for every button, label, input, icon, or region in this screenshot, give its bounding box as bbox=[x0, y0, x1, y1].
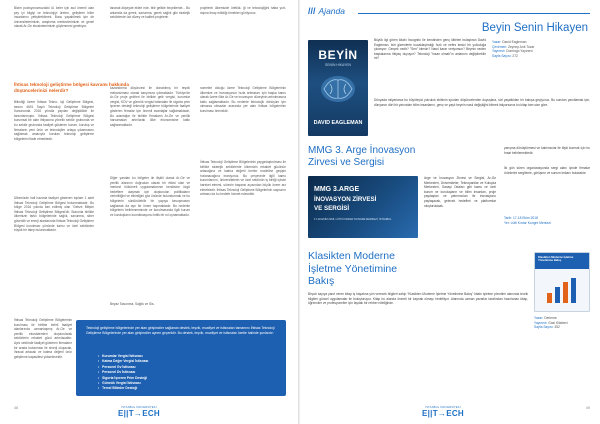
body-column-3: nomeleri olduğu üzere Teknoloji Geliştirme Bölgelerinin ülkemize ve inovasyonun hızla artmasını için başka kamu olarak üzere ülke Ar-Ge ve inovasyon düzeyinin artırılmasına katkı sağlamaktadır. Bu nedenle teknolojik dönüşüm için olmazsa olmazlar arasında yer alan ihtisas bölgelerinin kurulması önemlidir. bbox=[200, 86, 286, 113]
incentives-box bbox=[76, 320, 286, 396]
body-column-1b: Ülkemizde hali hazırda faaliyet gösteren toplam 1 adet İhtisas Teknoloji Geliştirme Bölgesi bulunmaktadır. Bu bölge 2016 yılında ilan edilmiş olan 'Gebze Bilişim İhtisas Teknoloji Geliştirme Bölgesi'dir. Bununla birlikte ülkemizin farklı bölgelerinde sağlık, savunma, siber güvenlik ve enerji alanlarında İhtisas Teknoloji Geliştirme Bölgesi kurulması yönünde kamu ve özel sektörden büyük bir talep bulunmaktadır. bbox=[14, 196, 94, 233]
body-column-2c: Beyaz Savunma, Sağlık ve Sis- bbox=[110, 302, 155, 306]
event-side-1: yarışma dönüştürmesi ve katılımcılar ile ilişki kurmak için bu fırsat belirlemektedir. bbox=[504, 146, 590, 155]
chart-illustration-icon bbox=[543, 275, 583, 305]
page-number-right: 49 bbox=[586, 406, 590, 410]
event-title bbox=[308, 145, 415, 169]
book-cover bbox=[308, 40, 368, 136]
book2-cover-title: Klasikten Moderne İşletme Yönetimine Bakış bbox=[538, 255, 574, 263]
book2-title-line3: Bakış bbox=[308, 275, 335, 287]
book-body: Dünyada milyarlarca bu büyüleyici yolculuk ekibinin sporları düşüncelerden duyuşlara, sizi yaşattıkları bir bakışa geçiyoruz. Bu soruları yanıtlamak için, dünyanın dört bir yanından bilim insanlarını, genç ve yaşlı beynin nasıl değiştiğini bilmek istiyorsanız bu kitap tam size göre. bbox=[374, 98, 590, 107]
event-date: Tarih: 17-18 Ekim 2018 bbox=[504, 216, 538, 220]
top-column-1: Bizim pozisyonumuzdaki ül- keler için asıl önemli olan şey iyi bilgiyi ve teknolojiyi üreten, geliştiren bilim insanlarını yetiştirebilmek. Bunu yapabilmek için de üniversitelerimizin, araştırma merkezlerimizin ve genel olarak Ar-Ge ekosistemimizin güçlenmesi gerekiyor. bbox=[14, 6, 94, 29]
book-meta bbox=[492, 40, 592, 58]
event-venue: Yer: Lütfi Kırdar Kongre Merkezi bbox=[504, 220, 551, 225]
slash-icon: /// bbox=[308, 6, 316, 16]
logo-brand: E||T→ECH bbox=[422, 409, 464, 418]
brain-icon bbox=[318, 72, 358, 106]
event-poster bbox=[308, 176, 418, 238]
book2-cover bbox=[534, 252, 590, 312]
book2-meta bbox=[534, 316, 594, 330]
poster-line2: İNOVASYON ZİRVESİ bbox=[314, 196, 377, 203]
book2-title-line1: Klasikten Moderne bbox=[308, 250, 395, 262]
interview-question: İhtisas teknoloji geliştirme bölgesi kavramı hakkında düşüncelerinizi nelerdir? bbox=[14, 82, 129, 93]
logo-brand: E||T→ECH bbox=[118, 409, 160, 418]
incentive-item: • Gümrük Vergisi İstisnası bbox=[98, 381, 148, 386]
section-rule bbox=[358, 13, 590, 14]
book-intro: Büyük ilgi gören kitabı İncognito ile kendinden genç kitleleri bulaştıran David Eagleman, bizi gizemlerle kucaklaştırdığı hızlı ve nefes kesici bir yolculuğa çıkarıyor: Gerçek nedir? "Sen" kimsin? Nasıl karar veriyorsun? Beynin neden başkalarına ihtiyaç duyuyor? Teknoloji "insan olmak"ın anlamını değiştirebilir mi? bbox=[374, 38, 486, 61]
book-title: Beyin Senin Hikayen bbox=[481, 22, 588, 34]
cover-subtitle: SENİN HİKAYEN bbox=[325, 63, 351, 67]
section-title: Ajanda bbox=[318, 6, 345, 16]
event-body: Arge ve İnovasyon Zirvesi ve Sergisi, Ar-Ge Merkezleri, Üniversiteler, Teknoparklar ve Kuluçka Merkezleri, Sanayi Odaları gibi kamu ve özel kurum ve kuruluşların ve bilim insanları, proje paydaşları ve yatırımcıları ile inovasyonu paylaşacak, gelecek hedefleri ve platformlar oluşturulacak. bbox=[424, 176, 496, 208]
book-meta-pages: Sayfa Sayısı: 272 bbox=[492, 53, 518, 58]
cover-author: DAVID EAGLEMAN bbox=[313, 120, 363, 126]
body-column-2b: Diğer yandan bu bölgeler ile ilişkili olarak Ar-Ge ve yenilik alanının doğrudan olarak bir etkisi olan ve merkezi hükümeti uygulamalarının kendisine özgü hedeflere ulaşmak için oluşturulan politikaların verimliliğini ve etkinliğini göz önünde bulundurmak ve bu bölgelerin sürdürülebilir bir yapıya kavuşmasını sağlamak da ayrı bir önem taşımaktadır. Bu nedenle bölgelerin belirlenmesinde ve kurulmasında ilgili kurum ve kuruluşların koordinasyonu kritik bir rol oynamaktadır. bbox=[110, 176, 190, 217]
incentives-list bbox=[98, 354, 148, 392]
book2-meta-publisher: Yayınevi: Gazi Kitabevi bbox=[534, 320, 568, 325]
top-column-3: projelerin ülkemizde üretildi- ği ve teknolojiğini hatta yurt- dışına ihraç edildiği örnekleri görüyoruz. bbox=[200, 6, 286, 15]
incentive-item: • Personel Gv İstisnası bbox=[98, 365, 148, 370]
entech-logo-left bbox=[118, 406, 160, 418]
incentive-item: • Kurumlar Vergisi İstisnası bbox=[98, 354, 148, 359]
event-meta bbox=[504, 216, 594, 225]
book-meta-publisher: Yayınevi: Domingo Yayınevi bbox=[492, 49, 533, 54]
book-meta-author: Yazar: David Eagleman bbox=[492, 40, 527, 44]
cover-title: BEYİN bbox=[318, 48, 358, 62]
book2-meta-author: Yazar: Derleme bbox=[534, 316, 557, 320]
incentive-item: • Katma Değer Vergisi İstisnası bbox=[98, 359, 148, 364]
incentive-item: • Temel Bilimler Desteği bbox=[98, 386, 148, 391]
incentives-intro: Teknoloji geliştirme bölgelerinde yer alan girişimciler sağlanan destek, teşvik, muafiyet ve istisnaları tamamını İhtisas Teknoloji Geliştirme Bölgelerinde yer alan girişimciler aynen geçerlidir. Bu destek, teşvik, muafiyet ve istisnalar özetle halinde şunlardır: bbox=[86, 326, 275, 335]
poster-line3: VE SERGİSİ bbox=[314, 205, 350, 212]
top-column-2: lanarak düşeyde ekleri ede- bilir gelikle birçeklerde... Bu anlamda da gerek, savunma, gerek sağlık gibi stratejik sektörlerde üst düzey ve kaliteli projelerin bbox=[110, 6, 190, 20]
event-title-line1: MMG 3. Arge İnovasyon bbox=[308, 145, 416, 156]
book2-title-line2: İşletme Yönetimine bbox=[308, 262, 398, 275]
incentive-item: • Personel Dv İstisnası bbox=[98, 370, 148, 375]
entech-logo-right bbox=[422, 406, 464, 418]
book2-title bbox=[308, 250, 397, 288]
logo-university: İSTANBUL ÜNİVERSİTESİ bbox=[425, 406, 461, 409]
poster-date: 17-18 EKİM 2018, LÜTFİ KIRDAR KONGRE MERKEZİ, İSTANBUL bbox=[314, 218, 392, 221]
event-title-line2: Zirvesi ve Sergisi bbox=[308, 157, 385, 168]
body-column-2: kazandırma düşüncesi ile donatılmış bir teşvik mekanizması olarak karşımıza çıkmaktadır. Türkiye'de Ar-Ge proje gelirleri ile birlikte gelir vergisi, kurumlar vergisi, KDV ve gümrük vergisi istisnaları ile sigorta prim işveren desteği teknoloji geliştirme bölgelerinde faaliyet gösteren firmalar için önemli avantajlar sağlamaktadır. Bu avantajlar ile birlikte firmaların Ar-Ge ve yenilik harcamaları artırılarak ülke ekonomisine katkı sağlanmaktadır. bbox=[110, 86, 190, 127]
right-page bbox=[300, 0, 600, 424]
section-header bbox=[308, 6, 345, 16]
poster-line1: MMG 3.ARGE bbox=[314, 186, 360, 193]
logo-university: İSTANBUL ÜNİVERSİTESİ bbox=[121, 406, 157, 409]
incentive-item: • Sigorta İşveren Prim Desteği bbox=[98, 376, 148, 381]
book-meta-translator: Çevirmen: Zeynep Arık Tozar bbox=[492, 44, 535, 49]
body-column-3b: İhtisas Teknoloji Geliştirme Bölgelerinin yaygınlaştırılması ile birlikte stratejik sektörlerde ülkemizin rekabet gücünün artacağına ve katma değerli üretim modeline geçişin hızlanacağına inanıyoruz. Bu çerçevede ilgili kamu kurumlarının, üniversitelerin ve özel sektörün iş birliği içinde hareket etmesi, sürecin başarısı açısından büyük önem arz etmektedir. İhtisas Teknoloji Geliştirme Bölgelerinin sayısının artması da bu hedefe hizmet edecektir. bbox=[200, 160, 286, 197]
body-column-1: Bilindiği üzere İhtisas Tekno- loji Geliştirme Bölgesi, tanımı 4691 Sayılı Teknoloji Geliştirme Bölgeleri Kanununda 2016 yılında yapılan değişiklikle ile tanımlanmıştır. İhtisas Teknoloji Geliştirme Bölgesi kurumsal bir alan ihtiyacına yönelik sektör grubunda ve bu sektör grubunda faaliyet gösteren kurum, kuruluş ve firmaların yeni ürün ve teknolojiler ortaya çıkarmasını sağlamak amacıyla kurulan teknoloji geliştirme bölgelerini ifade etmektedir. bbox=[14, 100, 94, 141]
page-number-left: 48 bbox=[14, 406, 18, 410]
event-side-2: İki gün süren organizasyonda sergi alanı içinde firmalar ürünlerini sergileme, görüşme ve sunum imkanı bulacaktır. bbox=[504, 166, 590, 175]
book2-body: Birçok sayıya yanıt veren kitap iş hayatına yön verecek bilgileri sahip "Klasikten Moderne İşletme Yönetimine Bakış" kitabı işletme yönetimi alanında teorik bilgileri güncel uygulamalar ile buluşturuyor. Kitap bu alanda önemli bir kaynak olmayı hedefliyor. Alanında uzman yazarlar tarafından hazırlanan kitap, öğrenciler ve profesyoneller için faydalı bir rehber niteliğinde. bbox=[308, 292, 528, 306]
body-column-1c: İhtisas Teknoloji Geliştirme Bölgelerinin kurulması ile birlikte belirli faaliyet alanlarında uzmanlaşmış Ar-Ge ve yenilik ekosistemleri oluşturularak sektörlerin rekabet gücü artırılacaktır. Aynı sektörde faaliyet gösteren firmaların bir arada bulunması ile sinerji oluşacak, ihracat artacak ve katma değerli ürün geliştirme kapasitesi yükselecektir. bbox=[14, 318, 72, 359]
book2-meta-pages: Sayfa Sayısı: 352 bbox=[534, 325, 560, 330]
